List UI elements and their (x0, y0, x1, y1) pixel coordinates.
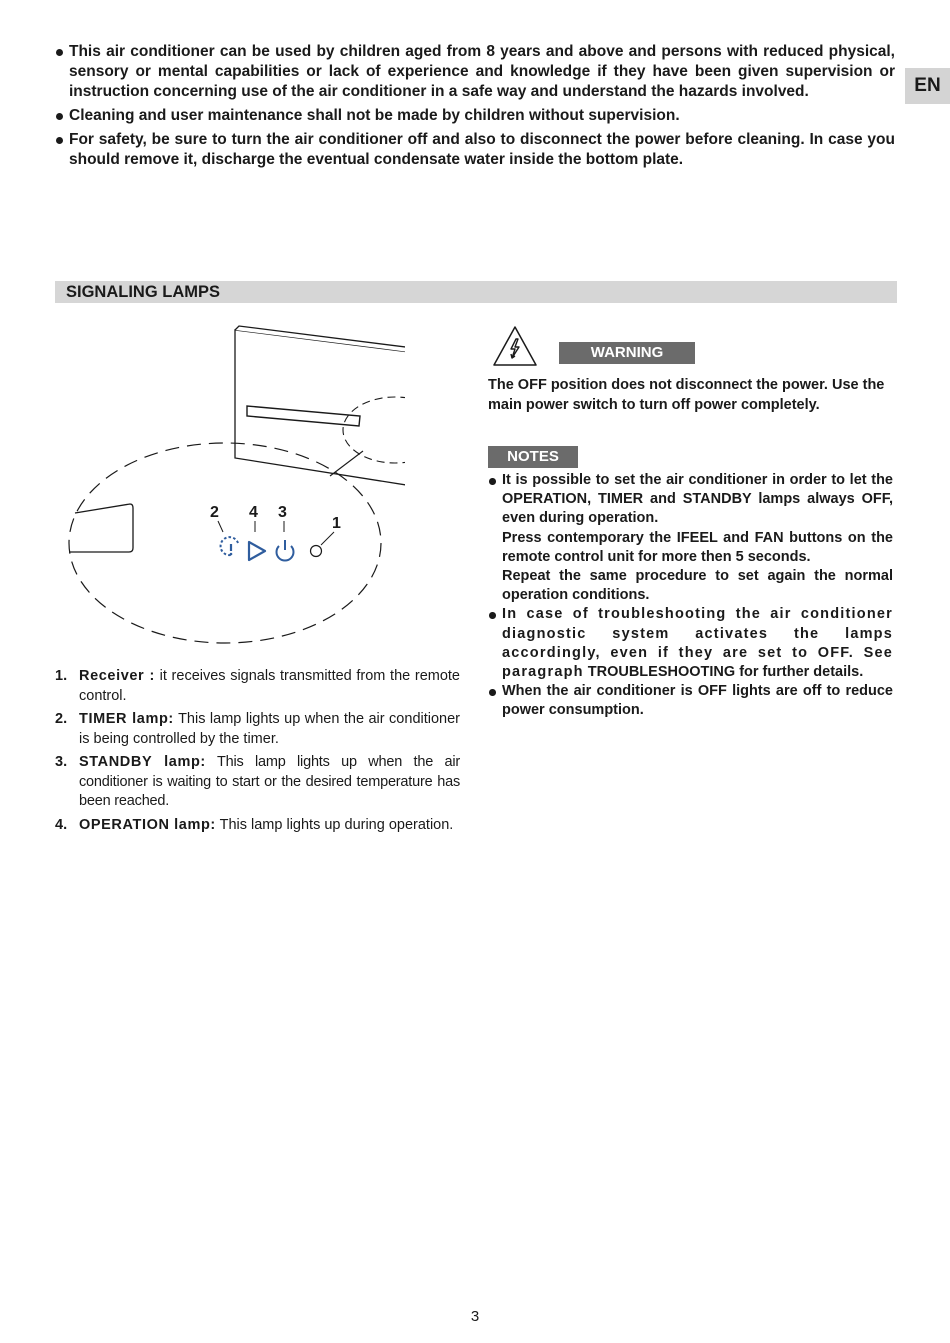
callout-label-3: 3 (278, 504, 287, 521)
receiver-icon (311, 546, 322, 557)
warning-text: The OFF position does not disconnect the power. Use the main power switch to turn off power completely. (488, 377, 885, 413)
safety-bullet-2: Cleaning and user maintenance shall not be made by children without supervision. (54, 106, 895, 126)
callout-label-1: 1 (332, 515, 341, 532)
list-item (55, 816, 460, 836)
note-item (487, 605, 893, 682)
list-item (55, 710, 460, 749)
item-number: 3. (55, 754, 68, 770)
safety-bullet-3: For safety, be sure to turn the air conditioner off and also to disconnect the power before cleaning. In case you should remove it, discharge the eventual condensate water inside the bottom plate. (54, 130, 895, 170)
item-text: This lamp lights up when the air conditioner is being controlled by the timer. (79, 711, 460, 747)
list-item (55, 667, 460, 706)
note-line: Press contemporary the IFEEL and FAN buttons on the remote control unit for more then 5 seconds. (502, 529, 893, 565)
signaling-lamps-diagram (55, 318, 405, 648)
item-number: 4. (55, 816, 68, 833)
note-line: It is possible to set the air conditioner in order to let the OPERATION, TIMER and STANDBY lamps always OFF, even during operation. (502, 472, 893, 527)
item-term: TIMER lamp: (79, 711, 174, 727)
note-text: In case of troubleshooting the air conditioner diagnostic system activates the lamps accordingly, even if they are set to OFF. See paragraph (502, 606, 893, 681)
note-item: When the air conditioner is OFF lights are off to reduce power consumption. (487, 682, 893, 720)
safety-bullet-1: This air conditioner can be used by children aged from 8 years and above and persons with reduced physical, sensory or mental capabilities or lack of experience and knowledge if they have been given supervision or instruction concerning use of the air conditioner in a safe way and understand the hazards involved. (54, 42, 895, 102)
item-number: 1. (55, 668, 68, 684)
callout-label-4: 4 (249, 504, 258, 521)
callout-leaders (218, 521, 334, 545)
notes-label: NOTES (488, 446, 578, 468)
warning-label: WARNING (559, 342, 695, 364)
language-tab: EN (905, 68, 950, 104)
page-number: 3 (470, 1308, 480, 1325)
section-title: SIGNALING LAMPS (55, 281, 897, 303)
operation-lamp-icon (249, 542, 265, 560)
item-text: it receives signals transmitted from the remote control. (79, 668, 460, 704)
item-number: 2. (55, 711, 68, 727)
safety-bullets (54, 42, 895, 174)
note-line: Repeat the same procedure to set again the normal operation conditions. (502, 568, 893, 604)
timer-lamp-icon (221, 537, 238, 555)
item-term: STANDBY lamp: (79, 754, 206, 770)
item-text: This lamp lights up during operation. (215, 816, 454, 833)
lamp-description-list (55, 667, 460, 839)
note-text: TROUBLESHOOTING for further details. (587, 664, 864, 681)
notes-list (487, 471, 893, 721)
callout-label-2: 2 (210, 504, 219, 521)
item-text: This lamp lights up when the air conditioner is waiting to start or the desired temperature has been reached. (79, 754, 461, 809)
item-term: Receiver : (79, 668, 155, 684)
standby-lamp-icon (277, 540, 294, 561)
note-item (487, 471, 893, 605)
list-item (55, 753, 460, 812)
item-term: OPERATION lamp: (79, 816, 216, 833)
air-conditioner-unit-drawing (69, 326, 405, 552)
electric-hazard-icon (492, 325, 538, 367)
